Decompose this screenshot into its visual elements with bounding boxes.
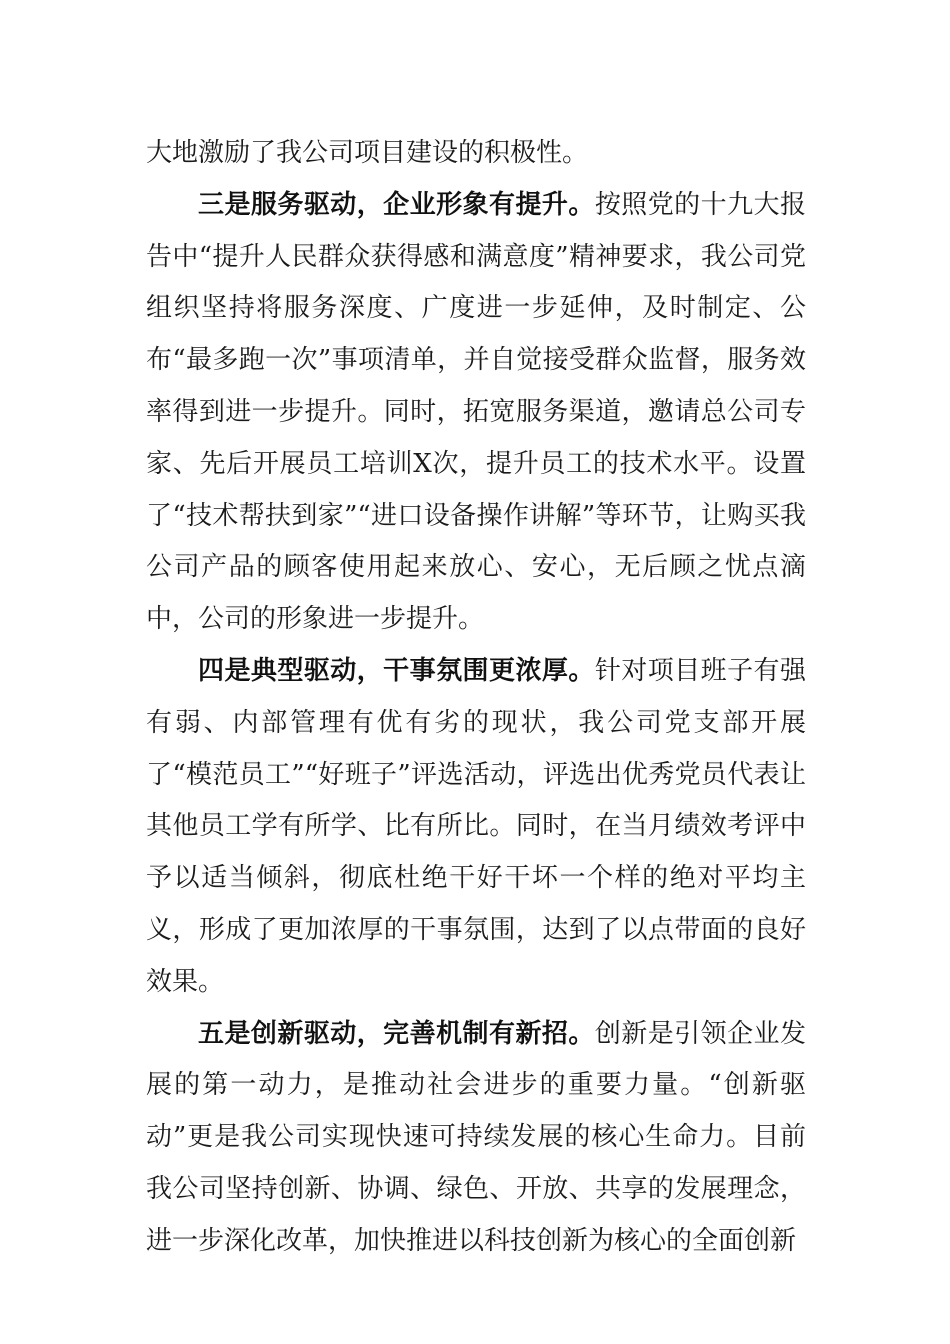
paragraph-body: 创新是引领企业发展的第一动力，是推动社会进步的重要力量。“创新驱动”更是我公司实现快速可持续发展的核心生命力。目前我公司坚持创新、协调、绿色、开放、共享的发展理念，进一步深化改革，加快推进以科技创新为核心的全面创新 bbox=[146, 1018, 806, 1256]
paragraph-body: 针对项目班子有强有弱、内部管理有优有劣的现状，我公司党支部开展了“模范员工”“好班子”评选活动，评选出优秀党员代表让其他员工学有所学、比有所比。同时，在当月绩效考评中予以适当倾斜，彻底杜绝干好干坏一个样的绝对平均主义，形成了更加浓厚的干事氛围，达到了以点带面的良好效果。 bbox=[146, 655, 806, 997]
paragraph-body: 大地激励了我公司项目建设的积极性。 bbox=[146, 138, 589, 168]
paragraph-continuation bbox=[146, 128, 806, 180]
paragraph-service-driven bbox=[146, 180, 806, 646]
paragraph-lead: 四是典型驱动，干事氛围更浓厚。 bbox=[198, 655, 595, 686]
paragraph-lead: 三是服务驱动，企业形象有提升。 bbox=[198, 189, 595, 220]
paragraph-model-driven bbox=[146, 646, 806, 1009]
document-page bbox=[146, 128, 806, 1268]
paragraph-innovation-driven bbox=[146, 1009, 806, 1268]
paragraph-lead: 五是创新驱动，完善机制有新招。 bbox=[198, 1018, 595, 1049]
paragraph-body: 按照党的十九大报告中“提升人民群众获得感和满意度”精神要求，我公司党组织坚持将服务深度、广度进一步延伸，及时制定、公布“最多跑一次”事项清单，并自觉接受群众监督，服务效率得到进一步提升。同时，拓宽服务渠道，邀请总公司专家、先后开展员工培训X次，提升员工的技术水平。设置了“技术帮扶到家”“进口设备操作讲解”等环节，让购买我公司产品的顾客使用起来放心、安心，无后顾之忧点滴中，公司的形象进一步提升。 bbox=[146, 189, 806, 635]
